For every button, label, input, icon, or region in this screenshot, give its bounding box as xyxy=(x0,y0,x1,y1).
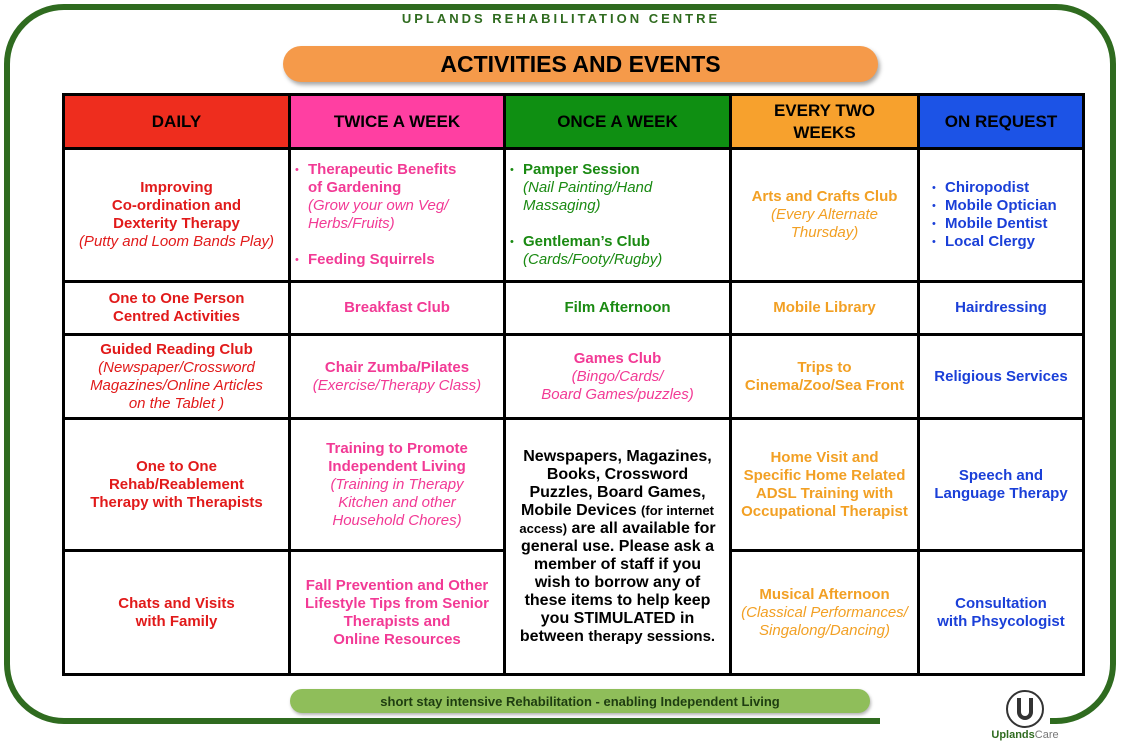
cell-request-services xyxy=(919,149,1084,282)
activity-title: Gentleman’s Club xyxy=(523,233,650,250)
service-name: Mobile Dentist xyxy=(945,215,1048,232)
header-row xyxy=(64,95,1084,149)
list-item xyxy=(932,233,1078,251)
notice-text: between xyxy=(519,627,584,645)
activity-title: Improving xyxy=(140,179,213,196)
activity-note: on the Tablet ) xyxy=(128,394,225,412)
activity-title: Occupational Therapist xyxy=(741,502,908,520)
notice-text: therapy sessions. xyxy=(588,627,716,645)
cell-twice-fall-prevention xyxy=(290,551,505,675)
activities-table xyxy=(62,93,1085,676)
notice-line xyxy=(510,628,725,646)
activity-note: Kitchen and other xyxy=(338,493,456,511)
activity-note: (Training in Therapy xyxy=(330,475,464,493)
cell-once-resources-notice xyxy=(505,419,731,675)
spacer xyxy=(295,233,499,251)
activity-title: Chats and Visits xyxy=(118,594,235,612)
centre-name: UPLANDS REHABILITATION CENTRE xyxy=(401,11,721,26)
activity-title: Cinema/Zoo/Sea Front xyxy=(744,376,905,394)
notice-line: member of staff if you xyxy=(533,555,702,573)
notice-line: Puzzles, Board Games, xyxy=(529,483,706,501)
activity-note: (Newspaper/Crossword xyxy=(98,358,255,376)
cell-two-weeks-home-visit xyxy=(731,419,919,551)
column-header-once-a-week: ONCE A WEEK xyxy=(505,95,731,149)
bullet-list xyxy=(295,161,499,179)
activity-title: Breakfast Club xyxy=(344,299,450,316)
activity-note: Magazines/Online Articles xyxy=(90,376,263,394)
activity-note: Massaging) xyxy=(523,197,601,214)
bullet-icon: • xyxy=(510,164,514,176)
list-item xyxy=(932,179,1078,197)
cell-two-weeks-music xyxy=(731,551,919,675)
activity-title: Online Resources xyxy=(333,630,461,648)
activity-title: Pamper Session xyxy=(523,161,640,178)
service-name: Chiropodist xyxy=(945,179,1030,196)
cell-twice-training xyxy=(290,419,505,551)
activity-note: Thursday) xyxy=(790,224,859,241)
cell-daily-one-to-one xyxy=(64,282,290,335)
activity-note: (Classical Performances/ xyxy=(741,603,908,621)
indented-block xyxy=(510,251,725,269)
cell-daily-coordination xyxy=(64,149,290,282)
cell-once-film xyxy=(505,282,731,335)
activity-title: Film Afternoon xyxy=(564,299,671,316)
activity-title: Rehab/Reablement xyxy=(108,475,245,493)
activity-title: Training to Promote xyxy=(326,439,468,457)
activity-title: Specific Home Related xyxy=(743,466,906,484)
cell-request-consultation xyxy=(919,551,1084,675)
activity-note: Herbs/Fruits) xyxy=(308,215,395,232)
activity-title: Therapeutic Benefits xyxy=(308,161,457,178)
notice-line: general use. Please ask a xyxy=(520,537,714,555)
activity-title: Dexterity Therapy xyxy=(113,215,240,232)
column-header-twice-a-week: TWICE A WEEK xyxy=(290,95,505,149)
activity-title: Therapists and xyxy=(343,612,451,630)
uplands-care-logo xyxy=(975,690,1075,742)
bullet-icon: • xyxy=(932,236,936,248)
cell-once-pamper xyxy=(505,149,731,282)
activity-title: Independent Living xyxy=(328,457,466,475)
table-row xyxy=(64,149,1084,282)
activity-title: of Gardening xyxy=(308,179,402,196)
activity-title: Religious Services xyxy=(934,367,1068,385)
activity-title: Arts and Crafts Club xyxy=(751,188,898,205)
activity-note: Singalong/Dancing) xyxy=(759,621,890,639)
activity-title: Mobile Library xyxy=(773,299,876,316)
notice-line xyxy=(510,502,725,520)
bullet-list xyxy=(510,233,725,251)
indented-block xyxy=(295,179,499,233)
bullet-list xyxy=(932,179,1078,251)
cell-two-weeks-trips xyxy=(731,335,919,419)
notice-line: Newspapers, Magazines, xyxy=(523,447,712,465)
logo-text-a: Uplands xyxy=(991,729,1035,741)
cell-request-religious xyxy=(919,335,1084,419)
table-row xyxy=(64,282,1084,335)
indented-block xyxy=(510,179,725,215)
notice-text: (for internet xyxy=(641,502,714,518)
activity-note: (Putty and Loom Bands Play) xyxy=(78,233,275,250)
column-header-daily: DAILY xyxy=(64,95,290,149)
activity-note: Household Chores) xyxy=(332,511,462,529)
activity-title: Chair Zumba/Pilates xyxy=(324,358,470,376)
activity-title: Hairdressing xyxy=(955,299,1047,316)
cell-twice-gardening xyxy=(290,149,505,282)
bullet-icon: • xyxy=(510,236,514,248)
column-header-every-two-weeks xyxy=(731,95,919,149)
service-name: Mobile Optician xyxy=(945,197,1057,214)
activity-title: Feeding Squirrels xyxy=(308,251,435,268)
activity-title: Centred Activities xyxy=(113,308,240,325)
bullet-list xyxy=(295,251,499,269)
cell-twice-breakfast xyxy=(290,282,505,335)
notice-text: access) xyxy=(519,520,568,536)
list-item xyxy=(932,197,1078,215)
activity-note: (Every Alternate xyxy=(771,206,878,223)
notice-text: Mobile Devices xyxy=(520,501,637,519)
bullet-icon: • xyxy=(932,218,936,230)
list-item xyxy=(295,161,499,179)
activity-title: Home Visit and xyxy=(770,448,879,466)
list-item xyxy=(932,215,1078,233)
activity-title: Lifestyle Tips from Senior xyxy=(305,594,489,612)
activity-title: One to One Person xyxy=(108,290,245,307)
table-row xyxy=(64,335,1084,419)
activity-title: Guided Reading Club xyxy=(100,340,253,358)
bullet-icon: • xyxy=(932,200,936,212)
activity-title: Speech and xyxy=(958,466,1044,484)
cell-once-games xyxy=(505,335,731,419)
bullet-list xyxy=(510,161,725,179)
notice-text: are all available for xyxy=(571,519,716,537)
bullet-icon: • xyxy=(295,164,299,176)
activity-title: Co-ordination and xyxy=(111,197,242,214)
activity-note: (Grow your own Veg/ xyxy=(308,197,449,214)
cell-daily-reading xyxy=(64,335,290,419)
notice-line: these items to help keep xyxy=(524,591,711,609)
column-header-every-two-line1: EVERY TWO xyxy=(773,100,876,120)
list-item xyxy=(510,233,725,251)
cell-request-speech xyxy=(919,419,1084,551)
logo-text xyxy=(975,729,1075,741)
activity-title: Fall Prevention and Other xyxy=(305,576,489,594)
activity-title: Therapy with Therapists xyxy=(90,493,263,511)
logo-text-b: Care xyxy=(1034,729,1059,741)
footer-tagline: short stay intensive Rehabilitation - enabling Independent Living xyxy=(290,689,870,713)
activity-note: (Bingo/Cards/ xyxy=(571,367,664,385)
column-header-on-request: ON REQUEST xyxy=(919,95,1084,149)
notice-line: Books, Crossword xyxy=(546,465,689,483)
notice-line: you STIMULATED in xyxy=(540,609,695,627)
activity-title: with Family xyxy=(135,612,218,630)
activity-title: with Phsycologist xyxy=(937,612,1065,630)
bullet-icon: • xyxy=(295,254,299,266)
activity-title: ADSL Training with xyxy=(755,484,894,502)
list-item xyxy=(510,161,725,179)
spacer xyxy=(510,215,725,233)
column-header-every-two-line2: WEEKS xyxy=(793,122,856,142)
bullet-icon: • xyxy=(932,182,936,194)
list-item xyxy=(295,251,499,269)
notice-line xyxy=(510,520,725,538)
activity-title: Musical Afternoon xyxy=(759,585,890,603)
cell-daily-chats xyxy=(64,551,290,675)
page-title: ACTIVITIES AND EVENTS xyxy=(283,46,878,82)
activity-note: Board Games/puzzles) xyxy=(541,385,694,403)
notice-line: wish to borrow any of xyxy=(534,573,701,591)
activity-title: Consultation xyxy=(955,594,1047,612)
activity-title: One to One xyxy=(136,457,217,475)
activity-note: (Exercise/Therapy Class) xyxy=(312,376,482,394)
activity-title: Games Club xyxy=(573,349,662,367)
cell-twice-zumba xyxy=(290,335,505,419)
activity-note: (Nail Painting/Hand xyxy=(523,179,653,196)
cell-two-weeks-arts xyxy=(731,149,919,282)
activity-title: Language Therapy xyxy=(934,484,1068,502)
cell-request-hairdressing xyxy=(919,282,1084,335)
activity-title: Trips to xyxy=(797,358,852,376)
table-row xyxy=(64,419,1084,551)
cell-two-weeks-library xyxy=(731,282,919,335)
activity-note: (Cards/Footy/Rugby) xyxy=(523,251,663,268)
service-name: Local Clergy xyxy=(945,233,1036,250)
cell-daily-rehab xyxy=(64,419,290,551)
logo-u-icon xyxy=(1006,690,1044,728)
